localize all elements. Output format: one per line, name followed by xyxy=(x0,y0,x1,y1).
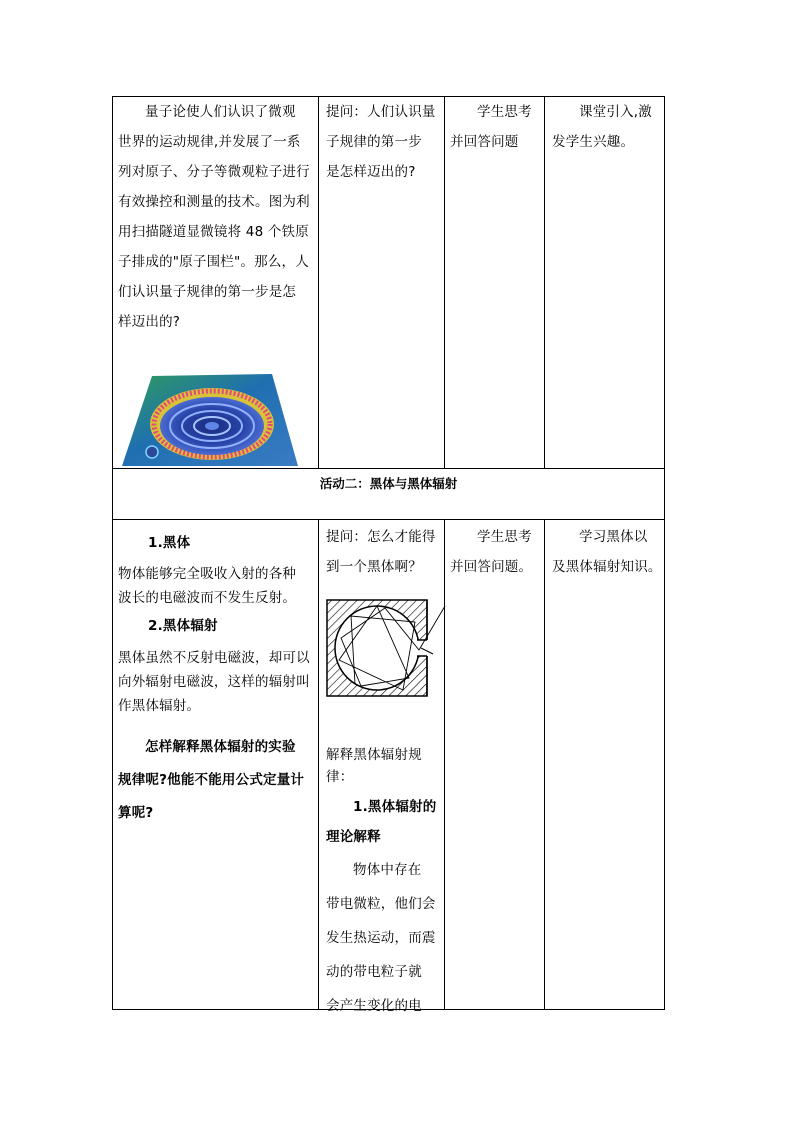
table-col-divider-3 xyxy=(544,96,545,469)
explain-body-line: 物体中存在 xyxy=(353,862,422,878)
question-line: 提问：怎么才能得 xyxy=(326,529,436,545)
question-line: 怎样解释黑体辐射的实验 xyxy=(145,739,296,755)
row2-heading-blackbody: 1.黑体 xyxy=(148,535,191,551)
definition-line: 向外辐射电磁波，这样的辐射叫 xyxy=(118,674,310,690)
row2-intent-cell xyxy=(552,522,662,582)
table-col-divider-2 xyxy=(444,96,445,469)
row2-explain-cell xyxy=(326,744,442,788)
question-line: 子规律的第一步 xyxy=(326,134,422,150)
intent-line: 及黑体辐射知识。 xyxy=(552,559,662,575)
table-col-divider-3 xyxy=(544,519,545,1010)
explain-line: 解释黑体辐射规 xyxy=(326,747,422,763)
explain-heading-line: 1.黑体辐射的 xyxy=(353,799,437,815)
row1-content-cell xyxy=(118,97,315,337)
row1-intent-cell xyxy=(552,97,662,157)
atom-corral-image xyxy=(122,374,298,466)
table-border-left xyxy=(112,96,113,1010)
table-divider-section-bottom xyxy=(112,519,665,520)
question-line: 提问：人们认识量 xyxy=(326,104,436,120)
explain-line: 律： xyxy=(326,769,354,785)
definition-line: 作黑体辐射。 xyxy=(118,698,201,714)
content-line: 子排成的"原子围栏"。那么，人 xyxy=(118,254,309,270)
table-col-divider-1 xyxy=(318,96,319,469)
question-line: 是怎样迈出的? xyxy=(326,164,416,180)
intent-line: 发学生兴趣。 xyxy=(552,134,635,150)
row2-heading-radiation: 2.黑体辐射 xyxy=(148,618,218,634)
row2-question-cell xyxy=(326,522,442,582)
student-line: 学生思考 xyxy=(477,104,532,120)
explain-body-line: 会产生变化的电 xyxy=(326,998,422,1014)
intent-line: 学习黑体以 xyxy=(579,529,648,545)
section-title: 活动二：黑体与黑体辐射 xyxy=(319,476,458,491)
question-line: 规律呢?他能不能用公式定量计 xyxy=(118,772,305,788)
explain-heading-line: 理论解释 xyxy=(326,829,381,845)
student-line: 学生思考 xyxy=(477,529,532,545)
content-line: 量子论使人们认识了微观 xyxy=(145,104,296,120)
content-line: 有效操控和测量的技术。图为利 xyxy=(118,194,310,210)
question-line: 到一个黑体啊？ xyxy=(326,559,422,575)
row2-question-paragraph xyxy=(118,731,316,830)
definition-line: 物体能够完全吸收入射的各种 xyxy=(118,566,297,582)
student-line: 并回答问题。 xyxy=(450,559,533,575)
content-line: 世界的运动规律,并发展了一系 xyxy=(118,134,301,150)
row1-question-cell xyxy=(326,97,442,187)
table-border-right xyxy=(664,96,665,1010)
row2-blackbody-definition xyxy=(118,562,316,610)
row2-explain-heading xyxy=(326,792,442,852)
question-line: 算呢? xyxy=(118,805,154,821)
intent-line: 课堂引入,激 xyxy=(579,104,652,120)
row2-explain-body xyxy=(326,853,442,1023)
table-divider-section-top xyxy=(112,468,665,469)
explain-body-line: 发生热运动，而震 xyxy=(326,930,436,946)
row2-student-cell xyxy=(450,522,542,582)
explain-body-line: 带电微粒，他们会 xyxy=(326,896,436,912)
table-col-divider-2 xyxy=(444,519,445,1010)
blackbody-cavity-diagram xyxy=(325,598,449,706)
content-line: 列对原子、分子等微观粒子进行 xyxy=(118,164,310,180)
student-line: 并回答问题 xyxy=(450,134,519,150)
table-col-divider-1 xyxy=(318,519,319,1010)
definition-line: 黑体虽然不反射电磁波，却可以 xyxy=(118,650,310,666)
definition-line: 波长的电磁波而不发生反射。 xyxy=(118,590,297,606)
content-line: 样迈出的? xyxy=(118,314,181,330)
row2-radiation-definition xyxy=(118,646,316,718)
content-line: 们认识量子规律的第一步是怎 xyxy=(118,284,297,300)
row1-student-cell xyxy=(450,97,542,157)
content-line: 用扫描隧道显微镜将 48 个铁原 xyxy=(118,224,309,240)
explain-body-line: 动的带电粒子就 xyxy=(326,964,422,980)
